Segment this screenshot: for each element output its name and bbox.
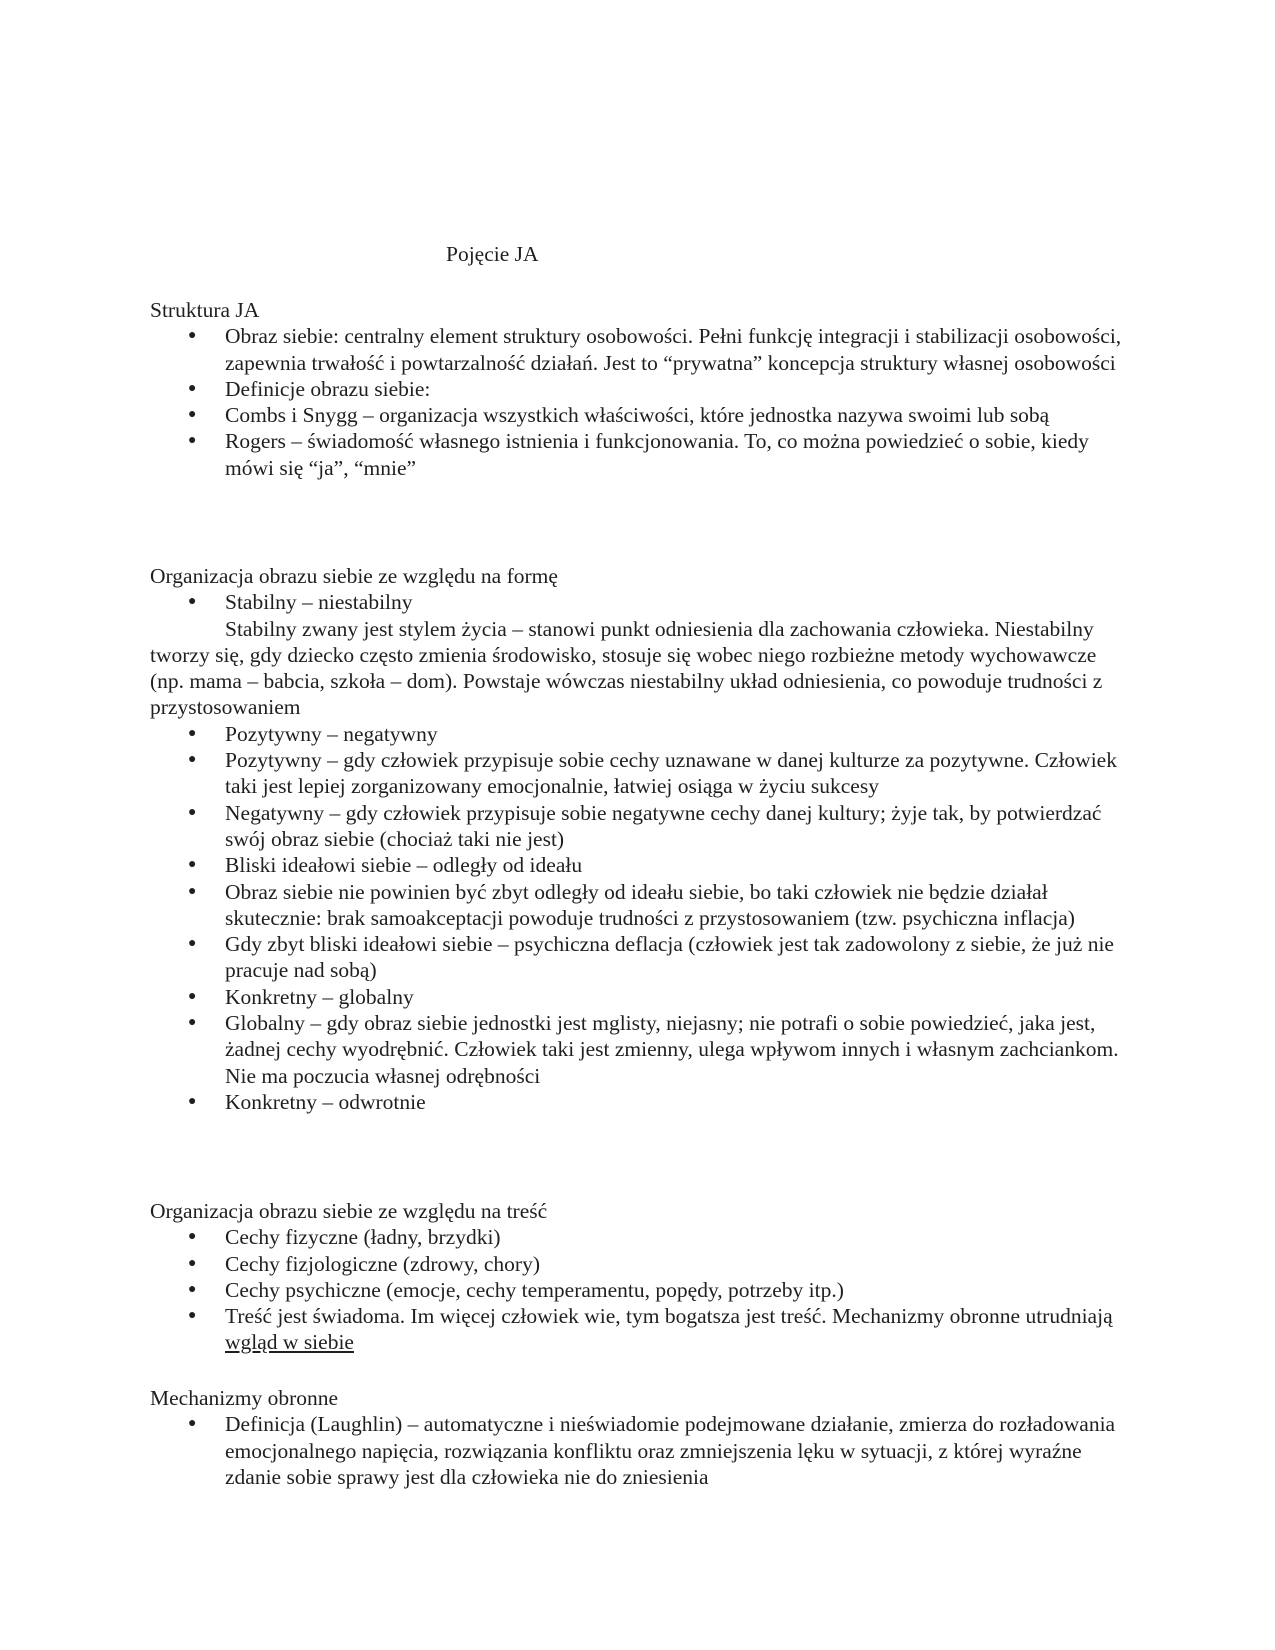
list-item-text: Gdy zbyt bliski ideałowi siebie – psychiczna deflacja (człowiek jest tak zadowolony z siebie, że już nie pracuje nad sobą): [225, 932, 1114, 983]
list-item: [150, 721, 1130, 747]
bullet-icon: ●: [188, 936, 197, 952]
list-item: [150, 428, 1130, 481]
list-item: [150, 402, 1130, 428]
body-paragraph: Stabilny zwany jest stylem życia – stanowi punkt odniesienia dla zachowania człowieka. Niestabilny tworzy się, gdy dziecko często zmienia środowisko, stosuje się wobec niego rozbieżne metody wychowawcze (np. mama – babcia, szkoła – dom). Powstaje wówczas niestabilny układ odniesienia, co powoduje trudności z przystosowaniem: [150, 616, 1103, 720]
list-item-text: Cechy psychiczne (emocje, cechy temperamentu, popędy, potrzeby itp.): [225, 1277, 844, 1302]
list-item: [150, 323, 1130, 376]
list-item: [150, 931, 1130, 984]
bullet-icon: ●: [188, 883, 197, 899]
list-item: [150, 1411, 1130, 1490]
bullet-list: [150, 1411, 1130, 1490]
list-item: [150, 984, 1130, 1010]
bullet-icon: ●: [188, 804, 197, 820]
bullet-icon: ●: [188, 1308, 197, 1324]
list-item: [150, 1224, 1130, 1250]
list-item-text: Cechy fizyczne (ładny, brzydki): [225, 1225, 501, 1250]
list-item-text: Stabilny – niestabilny: [225, 590, 413, 615]
list-item: [150, 376, 1130, 402]
list-item-text: Obraz siebie: centralny element struktury osobowości. Pełni funkcję integracji i stabilizacji osobowości, zapewnia trwałość i powtarzalność działań. Jest to “prywatna” koncepcja struktury własnej osobowości: [225, 324, 1122, 375]
section-struktura-ja: [150, 297, 1130, 481]
list-item-text: Pozytywny – negatywny: [225, 721, 438, 746]
list-item: [150, 879, 1130, 932]
list-item: [150, 1251, 1130, 1277]
bullet-icon: ●: [188, 407, 197, 423]
list-item: [150, 1303, 1130, 1356]
list-item-text: Definicje obrazu siebie:: [225, 376, 431, 401]
bullet-list: [150, 1224, 1130, 1355]
bullet-icon: ●: [188, 857, 197, 873]
list-item: [150, 852, 1130, 878]
list-item-text: Definicja (Laughlin) – automatyczne i nieświadomie podejmowane działanie, zmierza do rozładowania emocjonalnego napięcia, rozwiązania konfliktu oraz zmniejszenia lęku w sytuacji, z której wyraźne zdanie sobie sprawy jest dla człowieka nie do zniesienia: [225, 1412, 1116, 1489]
section-forma: [150, 563, 1130, 1115]
list-item-text: Rogers – świadomość własnego istnienia i funkcjonowania. To, co można powiedzieć o sobie, kiedy mówi się “ja”, “mnie”: [225, 429, 1089, 480]
section-heading: Organizacja obrazu siebie ze względu na treść: [150, 1199, 548, 1223]
bullet-icon: ●: [188, 1255, 197, 1271]
section-heading: Organizacja obrazu siebie ze względu na formę: [150, 564, 558, 588]
list-item: [150, 1089, 1130, 1115]
list-item-text: Konkretny – odwrotnie: [225, 1089, 426, 1114]
section-tresc: [150, 1198, 1130, 1356]
section-mechanizmy-obronne: [150, 1385, 1130, 1490]
list-item: [150, 1277, 1130, 1303]
list-item-text: Cechy fizjologiczne (zdrowy, chory): [225, 1251, 541, 1276]
section-heading: Struktura JA: [150, 298, 260, 322]
bullet-icon: ●: [188, 594, 197, 610]
list-item-text: Bliski ideałowi siebie – odległy od ideału: [225, 853, 583, 878]
list-item: [150, 1010, 1130, 1089]
list-item-text: Combs i Snygg – organizacja wszystkich właściwości, które jednostka nazywa swoimi lub sobą: [225, 403, 1050, 428]
list-item-text: Pozytywny – gdy człowiek przypisuje sobie cechy uznawane w danej kulturze za pozytywne. Człowiek taki jest lepiej zorganizowany emocjonalnie, łatwiej osiąga w życiu sukcesy: [225, 748, 1117, 799]
bullet-list: [150, 323, 1130, 481]
list-item: [150, 800, 1130, 853]
bullet-icon: ●: [188, 725, 197, 741]
list-item-text: Treść jest świadoma. Im więcej człowiek wie, tym bogatsza jest treść. Mechanizmy obronne utrudniają: [225, 1304, 1113, 1329]
bullet-icon: ●: [188, 752, 197, 768]
bullet-icon: ●: [188, 1416, 197, 1432]
list-item-text: Obraz siebie nie powinien być zbyt odległy od ideału siebie, bo taki człowiek nie będzie działał skutecznie: brak samoakceptacji powoduje trudności z przystosowaniem (tzw. psychiczna inflacja): [225, 879, 1075, 930]
bullet-icon: ●: [188, 1093, 197, 1109]
page-title: Pojęcie JA: [446, 242, 539, 266]
list-item: [150, 747, 1130, 800]
bullet-icon: ●: [188, 380, 197, 396]
bullet-icon: ●: [188, 1229, 197, 1245]
bullet-list: [150, 589, 1130, 615]
list-item-text: Konkretny – globalny: [225, 984, 414, 1009]
bullet-icon: ●: [188, 1281, 197, 1297]
bullet-icon: ●: [188, 988, 197, 1004]
bullet-icon: ●: [188, 1015, 197, 1031]
bullet-list: [150, 721, 1130, 1115]
list-item-text: Negatywny – gdy człowiek przypisuje sobie negatywne cechy danej kultury; żyje tak, by potwierdzać swój obraz siebie (chociaż taki nie jest): [225, 800, 1102, 851]
bullet-icon: ●: [188, 328, 197, 344]
list-item-text: Globalny – gdy obraz siebie jednostki jest mglisty, niejasny; nie potrafi o sobie powiedzieć, jaka jest, żadnej cechy wyodrębnić. Człowiek taki jest zmienny, ulega wpływom innych i własnym zachciankom. Nie ma poczucia własnej odrębności: [225, 1011, 1119, 1088]
section-heading: Mechanizmy obronne: [150, 1386, 339, 1410]
bullet-icon: ●: [188, 433, 197, 449]
list-item: [150, 589, 1130, 615]
wglad-w-siebie-link[interactable]: wgląd w siebie: [225, 1330, 354, 1355]
